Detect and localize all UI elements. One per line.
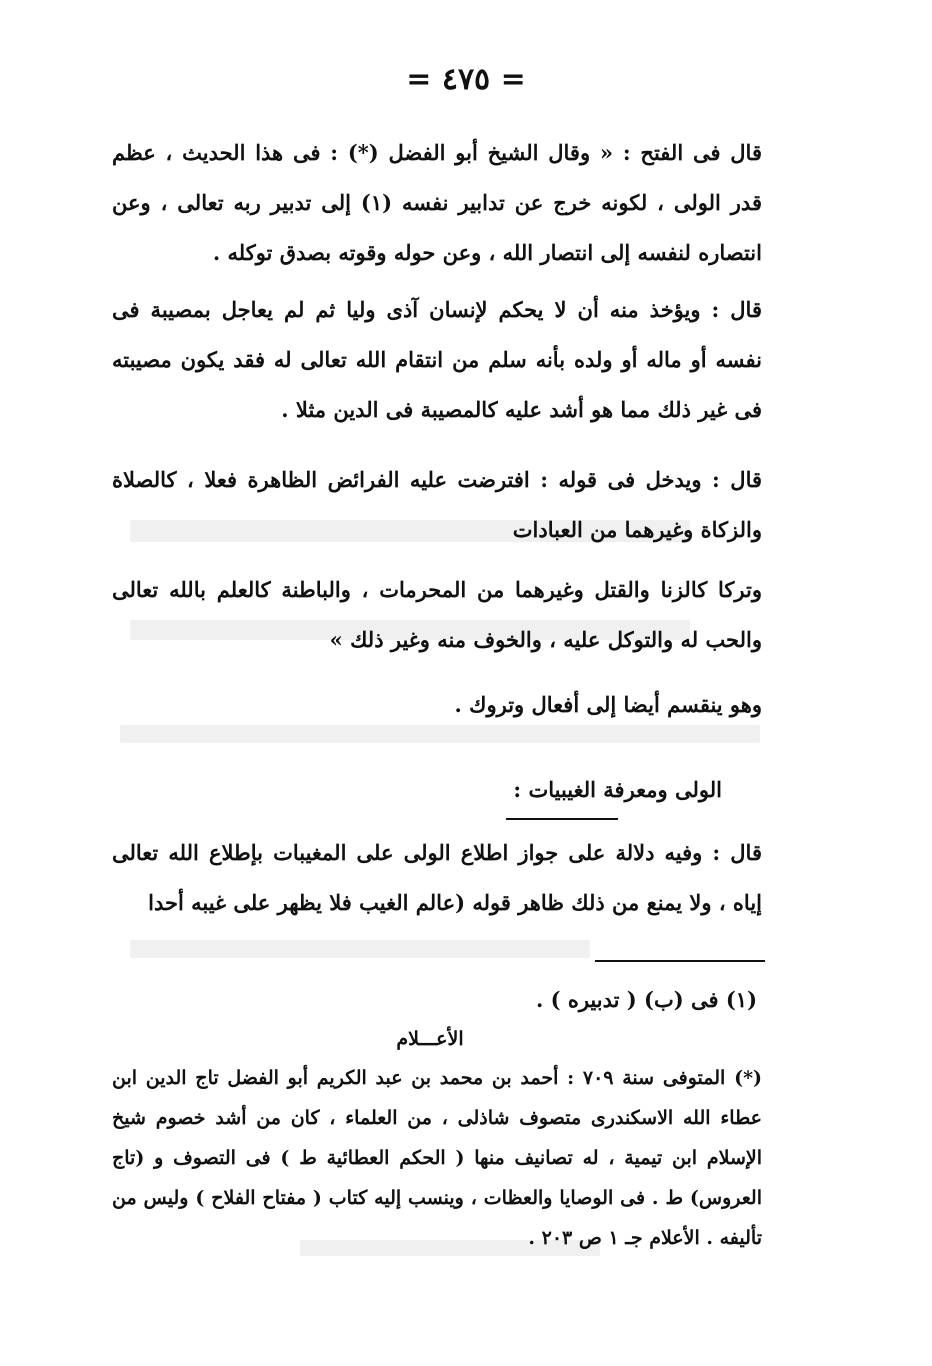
- paragraph-5: [112, 680, 762, 730]
- footnote: (١) فى (ب) ( تدبيره ) .: [535, 987, 757, 1012]
- page-number: = ٤٧٥ =: [406, 62, 526, 97]
- paragraph-6: [112, 828, 762, 928]
- scan-noise-mark: [130, 520, 690, 542]
- scan-noise-mark: [130, 620, 690, 640]
- alam-text: (*) المتوفى سنة ٧٠٩ : أحمد بن محمد بن عبد الكريم أبو الفضل تاج الدين ابن عطاء الله الاسكندرى متصوف شاذلى ، من العلماء ، كان من أشد خصوم شيخ الإسلام ابن تيمية ، له تصانيف منها ( الحكم العطائية ط ) فى التصوف و (تاج العروس) ط . فى الوصايا والعظات ، وينسب إليه كتاب ( مفتاح الفلاح ) وليس من تأليفه . الأعلام جـ ١ ص ٢٠٣ .: [112, 1067, 762, 1249]
- scan-noise-mark: [130, 940, 590, 958]
- paragraph-4-text: وتركا كالزنا والقتل وغيرهما من المحرمات ، والباطنة كالعلم بالله تعالى والحب له والتوكل عليه ، والخوف منه وغير ذلك »: [112, 577, 762, 652]
- alam-title: الأعـــلام: [396, 1028, 464, 1050]
- paragraph-5-text: وهو ينقسم أيضا إلى أفعال وتروك .: [454, 692, 762, 717]
- paragraph-2: [112, 285, 762, 435]
- footnote-divider: [595, 960, 765, 962]
- scan-noise-mark: [300, 1240, 600, 1256]
- paragraph-3-text: قال : ويدخل فى قوله : افترضت عليه الفرائض الظاهرة فعلا ، كالصلاة والزكاة وغيرهما من العبادات: [112, 467, 762, 542]
- paragraph-1: [112, 128, 762, 278]
- paragraph-1-text: قال فى الفتح : « وقال الشيخ أبو الفضل (*) : فى هذا الحديث ، عظم قدر الولى ، لكونه خرج عن تدابير نفسه (١) إلى تدبير ربه تعالى ، وعن انتصاره لنفسه إلى انتصار الله ، وعن حوله وقوته بصدق توكله .: [112, 140, 762, 265]
- section-heading: الولى ومعرفة الغيبيات :: [513, 777, 722, 802]
- scan-noise-mark: [120, 725, 760, 743]
- paragraph-4: [112, 565, 762, 665]
- paragraph-6-text: قال : وفيه دلالة على جواز اطلاع الولى على المغيبات بإطلاع الله تعالى إياه ، ولا يمنع من ذلك ظاهر قوله (عالم الغيب فلا يظهر على غيبه أحدا: [112, 840, 762, 915]
- heading-underline: [506, 818, 618, 820]
- paragraph-2-text: قال : ويؤخذ منه أن لا يحكم لإنسان آذى وليا ثم لم يعاجل بمصيبة فى نفسه أو ماله أو ولده بأنه سلم من انتقام الله تعالى له فقد يكون مصيبته فى غير ذلك مما هو أشد عليه كالمصيبة فى الدين مثلا .: [112, 297, 762, 422]
